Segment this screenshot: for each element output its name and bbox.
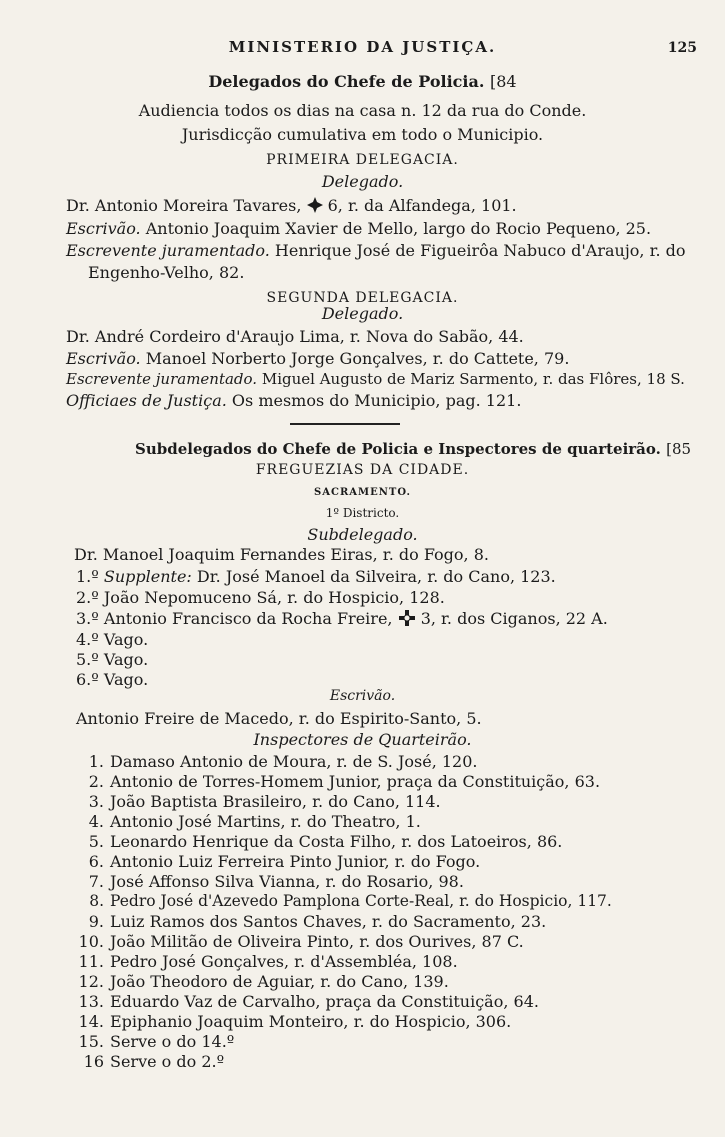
- inspector-text: Antonio José Martins, r. do Theatro, 1.: [110, 812, 421, 831]
- supplente-text: Vago.: [103, 650, 149, 669]
- section-ref: [84: [490, 72, 517, 91]
- first-delegate-address: 6, r. da Alfandega, 101.: [327, 196, 517, 215]
- inspector-num: 15.: [78, 1032, 104, 1051]
- inspector-row: [76, 932, 524, 951]
- first-delegado-heading: Delegado.: [321, 172, 404, 191]
- inspector-num: 5.: [88, 832, 104, 851]
- parish-heading: SACRAMENTO.: [314, 487, 411, 498]
- second-escrivao-line: [66, 349, 569, 368]
- inspector-row: [76, 1032, 234, 1051]
- second-delegacy-heading: SEGUNDA DELEGACIA.: [266, 290, 459, 306]
- first-delegate-name: Dr. Antonio Moreira Tavares,: [66, 196, 302, 215]
- inspector-row: [76, 992, 539, 1011]
- supplente-label: Supplente:: [103, 567, 192, 586]
- running-title: MINISTERIO DA JUSTIÇA.: [228, 38, 497, 56]
- second-escrevente-label: Escrevente juramentado.: [66, 370, 258, 388]
- supplente-text: Vago.: [103, 670, 149, 689]
- inspector-row: [76, 1012, 511, 1031]
- supplente-num: 2.º: [76, 588, 99, 607]
- inspector-num: 9.: [88, 912, 104, 931]
- second-escrivao-label: Escrivão.: [66, 349, 141, 368]
- inspector-row: [76, 812, 421, 831]
- supplente-row: [76, 630, 148, 649]
- inspector-row: [76, 972, 449, 991]
- first-escrevente-line: [66, 241, 686, 260]
- inspector-row: [76, 832, 562, 851]
- supplente-row: [76, 588, 445, 607]
- inspector-text: Leonardo Henrique da Costa Filho, r. dos Latoeiros, 86.: [110, 832, 563, 851]
- inspector-num: 7.: [88, 872, 104, 891]
- inspector-num: 10.: [78, 932, 104, 951]
- supplente-row: [76, 567, 556, 586]
- inspector-num: 4.: [88, 812, 104, 831]
- supplente-text-cont: 3, r. dos Ciganos, 22 A.: [420, 609, 608, 628]
- page-number: 125: [667, 40, 697, 56]
- inspector-text: João Militão de Oliveira Pinto, r. dos Ourives, 87 C.: [110, 932, 524, 951]
- inspector-text: Serve o do 2.º: [110, 1052, 225, 1071]
- inspector-row: [76, 852, 480, 871]
- supplente-num: 4.º: [76, 630, 99, 649]
- inspector-num: 11.: [78, 952, 104, 971]
- supplente-num: 3.º: [76, 609, 99, 628]
- inspector-row: [76, 1052, 224, 1071]
- inspector-text: Antonio Luiz Ferreira Pinto Junior, r. do Fogo.: [110, 852, 481, 871]
- inspector-row: [76, 752, 478, 771]
- jurisdiccao-line: Jurisdicção cumulativa em todo o Municipio.: [181, 125, 544, 144]
- supplente-row: [76, 650, 148, 669]
- inspector-text: Pedro José d'Azevedo Pamplona Corte-Real, r. do Hospicio, 117.: [110, 892, 612, 910]
- inspector-text: João Theodoro de Aguiar, r. do Cano, 139.: [110, 972, 449, 991]
- inspector-num: 6.: [88, 852, 104, 871]
- officiaes-line: [66, 391, 521, 410]
- inspector-text: Pedro José Gonçalves, r. d'Assembléa, 108.: [110, 952, 458, 971]
- subdelegado-line: Dr. Manoel Joaquim Fernandes Eiras, r. do Fogo, 8.: [74, 545, 489, 564]
- inspector-num: 13.: [78, 992, 104, 1011]
- supplente-num: 6.º: [76, 670, 99, 689]
- section-divider: [290, 423, 400, 425]
- first-escrevente-text: Henrique José de Figueirôa Nabuco d'Araujo, r. do: [274, 241, 686, 260]
- inspector-row: [76, 872, 464, 891]
- inspector-row: [76, 912, 546, 931]
- second-delegate-line: Dr. André Cordeiro d'Araujo Lima, r. Nova do Sabão, 44.: [66, 327, 524, 346]
- inspector-text: Antonio de Torres-Homem Junior, praça da Constituição, 63.: [110, 772, 601, 791]
- inspector-num: 12.: [78, 972, 104, 991]
- inspector-text: Damaso Antonio de Moura, r. de S. José, 120.: [110, 752, 478, 771]
- inspector-row: [76, 892, 612, 910]
- inspector-num: 14.: [78, 1012, 104, 1031]
- inspector-text: João Baptista Brasileiro, r. do Cano, 114.: [110, 792, 441, 811]
- district-heading: 1º Districto.: [325, 506, 400, 520]
- section-title: [0, 72, 725, 91]
- inspector-num: 3.: [88, 792, 104, 811]
- first-escrivao-line: [66, 219, 651, 238]
- subdelegado-heading: Subdelegado.: [307, 525, 418, 544]
- officiaes-text: Os mesmos do Municipio, pag. 121.: [231, 391, 522, 410]
- officiaes-label: Officiaes de Justiça.: [66, 391, 227, 410]
- first-escrivao-text: Antonio Joaquim Xavier de Mello, largo do Rocio Pequeno, 25.: [145, 219, 652, 238]
- inspector-row: [76, 772, 600, 791]
- first-escrevente-label: Escrevente juramentado.: [66, 241, 270, 260]
- inspector-num: 8.: [89, 892, 104, 910]
- inspectores-heading: Inspectores de Quarteirão.: [253, 730, 472, 749]
- first-delegate-line: [66, 196, 517, 215]
- cross-insignia-icon: [398, 610, 416, 628]
- inspector-text: José Affonso Silva Vianna, r. do Rosario, 98.: [110, 872, 464, 891]
- supplente-text: Dr. José Manoel da Silveira, r. do Cano, 123.: [196, 567, 556, 586]
- first-delegacy-heading: PRIMEIRA DELEGACIA.: [266, 152, 459, 168]
- inspector-num: 1.: [88, 752, 104, 771]
- second-escrevente-line: [66, 370, 685, 388]
- inspector-text: Serve o do 14.º: [110, 1032, 235, 1051]
- escrivao-line: Antonio Freire de Macedo, r. do Espirito-Santo, 5.: [76, 709, 482, 728]
- supplente-num: 5.º: [76, 650, 99, 669]
- inspector-text: Luiz Ramos dos Santos Chaves, r. do Sacramento, 23.: [110, 912, 547, 931]
- audiencia-line: Audiencia todos os dias na casa n. 12 da rua do Conde.: [138, 101, 587, 120]
- supplente-row: [76, 609, 608, 628]
- subdelegados-ref: [85: [666, 440, 692, 458]
- inspector-num: 2.: [88, 772, 104, 791]
- inspector-row: [76, 952, 458, 971]
- inspector-row: [76, 792, 441, 811]
- supplente-text: João Nepomuceno Sá, r. do Hospicio, 128.: [103, 588, 445, 607]
- subdelegados-title-text: Subdelegados do Chefe de Policia e Inspectores de quarteirão.: [135, 440, 661, 458]
- inspector-text: Epiphanio Joaquim Monteiro, r. do Hospicio, 306.: [110, 1012, 512, 1031]
- first-escrevente-continuation: Engenho-Velho, 82.: [88, 263, 245, 282]
- freguezias-heading: FREGUEZIAS DA CIDADE.: [255, 462, 470, 478]
- section-title-text: Delegados do Chefe de Policia.: [208, 72, 485, 91]
- supplente-text: Antonio Francisco da Rocha Freire,: [103, 609, 393, 628]
- first-escrivao-label: Escrivão.: [66, 219, 141, 238]
- second-delegado-heading: Delegado.: [321, 304, 404, 323]
- second-escrivao-text: Manoel Norberto Jorge Gonçalves, r. do Cattete, 79.: [145, 349, 570, 368]
- supplente-text: Vago.: [103, 630, 149, 649]
- inspector-text: Eduardo Vaz de Carvalho, praça da Constituição, 64.: [110, 992, 539, 1011]
- order-insignia-icon: [307, 197, 323, 215]
- supplente-num: 1.º: [76, 567, 99, 586]
- inspector-num: 16: [83, 1052, 104, 1071]
- supplente-row: [76, 670, 148, 689]
- subdelegados-title: [135, 440, 691, 458]
- second-escrevente-text: Miguel Augusto de Mariz Sarmento, r. das Flôres, 18 S.: [261, 370, 685, 388]
- escrivao-heading: Escrivão.: [329, 688, 396, 704]
